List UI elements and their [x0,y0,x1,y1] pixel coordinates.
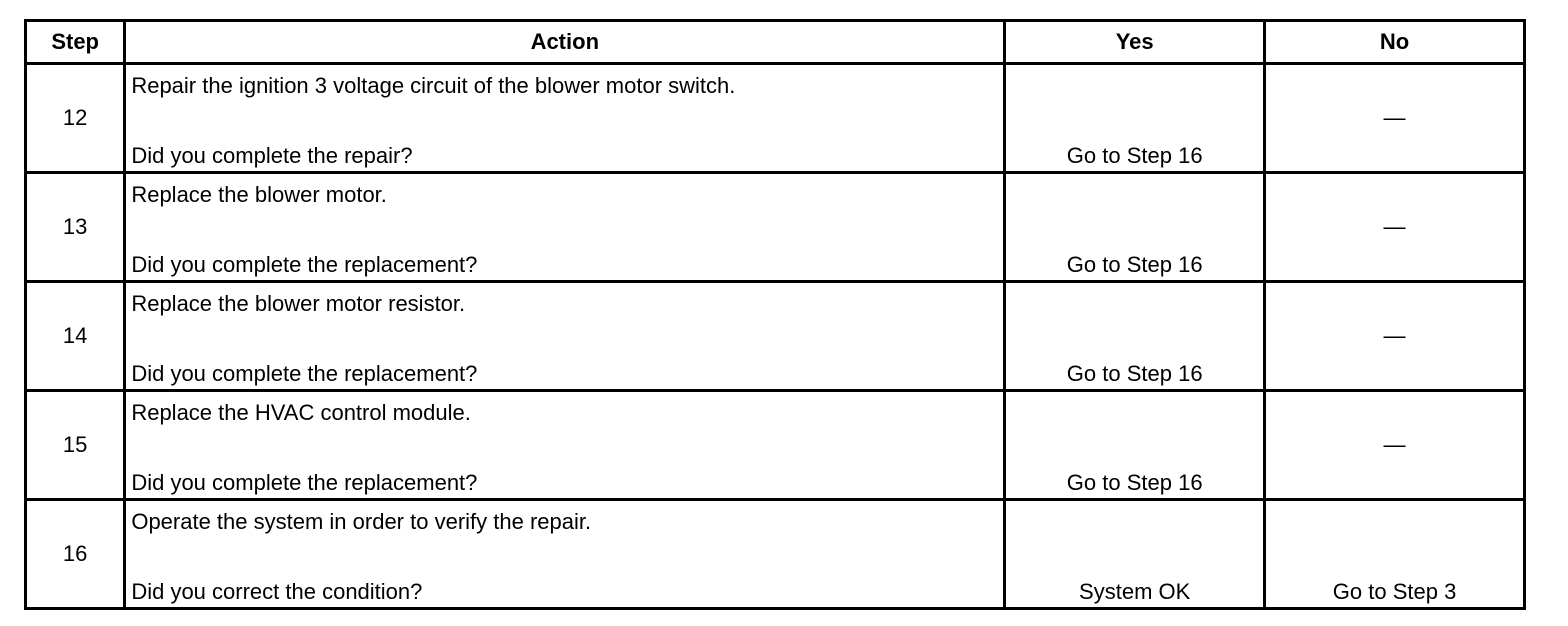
yes-result: Go to Step 16 [1066,143,1203,168]
action-instruction: Replace the blower motor resistor. [131,291,466,316]
action-cell [125,173,1005,282]
table-row [26,500,1525,609]
table-row [26,64,1525,173]
table-body [26,64,1525,609]
action-cell [125,64,1005,173]
action-cell [125,500,1005,609]
action-instruction: Repair the ignition 3 voltage circuit of the blower motor switch. [131,73,736,98]
action-instruction: Replace the HVAC control module. [131,400,471,425]
action-question: Did you correct the condition? [131,579,423,604]
yes-cell [1005,282,1265,391]
yes-result: System OK [1079,579,1191,604]
action-question: Did you complete the replacement? [131,252,478,277]
step-number: 16 [26,500,125,609]
no-result: — [1265,64,1525,173]
table-row [26,173,1525,282]
header-step: Step [26,21,125,64]
diagnostic-table [24,19,1526,610]
action-question: Did you complete the replacement? [131,361,478,386]
action-instruction: Replace the blower motor. [131,182,387,207]
table-row [26,391,1525,500]
no-cell [1265,500,1525,609]
yes-cell [1005,500,1265,609]
step-number: 14 [26,282,125,391]
yes-cell [1005,64,1265,173]
no-result: — [1265,391,1525,500]
action-cell [125,391,1005,500]
action-question: Did you complete the repair? [131,143,413,168]
header-no: No [1265,21,1525,64]
step-number: 15 [26,391,125,500]
yes-cell [1005,173,1265,282]
no-result: — [1265,173,1525,282]
header-row [26,21,1525,64]
action-question: Did you complete the replacement? [131,470,478,495]
yes-result: Go to Step 16 [1066,361,1203,386]
table-row [26,282,1525,391]
step-number: 12 [26,64,125,173]
table-header [26,21,1525,64]
action-cell [125,282,1005,391]
action-instruction: Operate the system in order to verify the repair. [131,509,592,534]
no-result: — [1265,282,1525,391]
header-action: Action [125,21,1005,64]
step-number: 13 [26,173,125,282]
header-yes: Yes [1005,21,1265,64]
yes-cell [1005,391,1265,500]
no-result: Go to Step 3 [1332,579,1457,604]
yes-result: Go to Step 16 [1066,252,1203,277]
yes-result: Go to Step 16 [1066,470,1203,495]
